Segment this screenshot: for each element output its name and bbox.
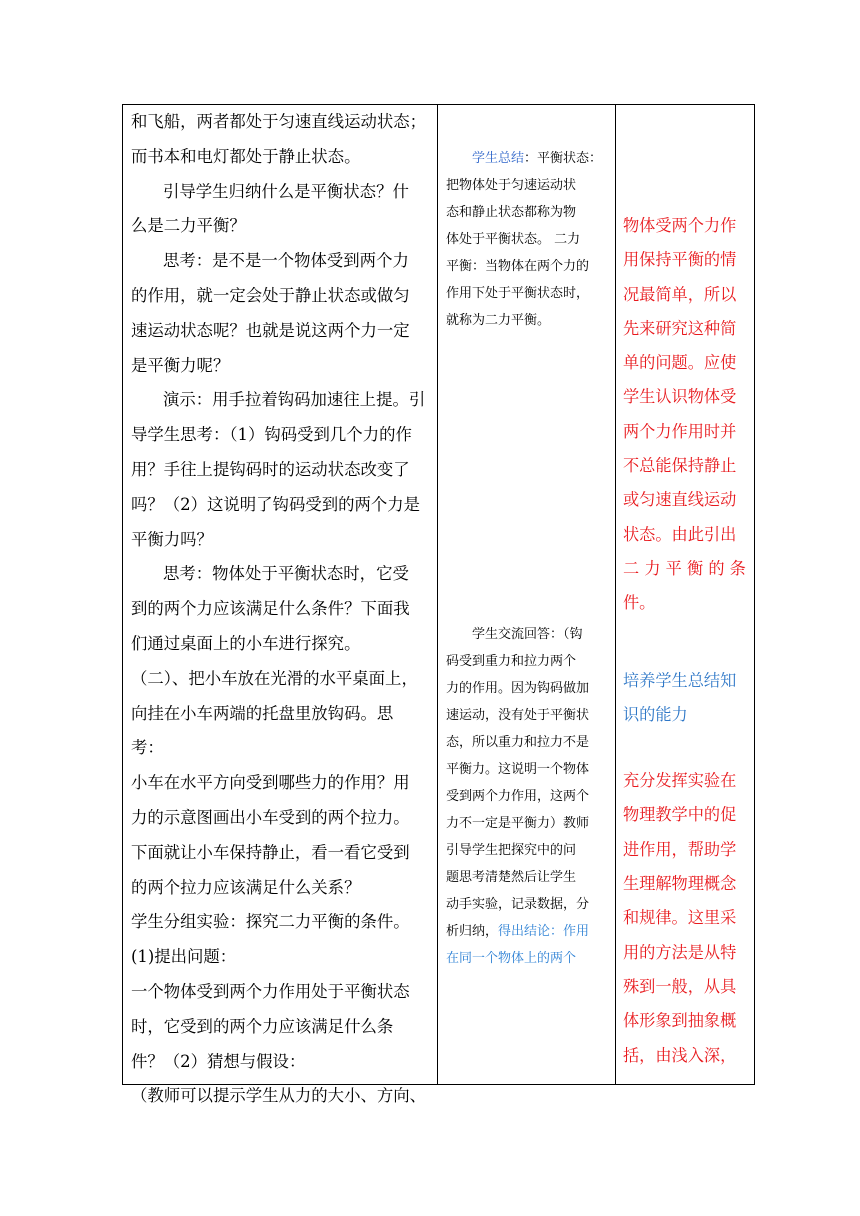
- text-line: 和飞船，两者都处于匀速直线运动状态；: [131, 112, 427, 131]
- intent-line: 生理解物理概念: [623, 874, 737, 894]
- text-line: 向挂在小车两端的托盘里放钩码。思: [131, 703, 394, 723]
- text-line: 么是二力平衡？: [131, 216, 246, 236]
- text-line: 思考：物体处于平衡状态时，它受: [163, 564, 409, 584]
- student-activity-column: [446, 145, 614, 972]
- text-line: 平衡力吗？: [131, 529, 213, 549]
- intent-line: 两个力作用时并: [623, 421, 737, 441]
- text-line: 力的示意图画出小车受到的两个拉力。: [131, 807, 410, 827]
- intent-line: 况最简单，所以: [623, 284, 737, 304]
- intent-line: 先来研究这种简: [623, 318, 737, 338]
- text-line: 吗？（2）这说明了钩码受到的两个力是: [131, 494, 421, 514]
- answer-line: 速运动，没有处于平衡状: [446, 708, 590, 723]
- summary-line: [446, 145, 614, 172]
- spacer: [623, 732, 749, 764]
- intent-line: 物体受两个力作: [623, 216, 737, 235]
- intent-line: 用保持平衡的情: [623, 250, 737, 270]
- intent-line: 括，由浅入深，: [623, 1045, 737, 1065]
- intent-line: 物理教学中的促: [623, 805, 737, 825]
- summary-text: ：平衡状态：: [524, 151, 603, 166]
- text-line: 引导学生归纳什么是平衡状态？什: [163, 181, 409, 201]
- intent-line: 进作用，帮助学: [623, 839, 737, 859]
- intent-line-blue: 识的能力: [623, 704, 688, 724]
- answer-text: 析归纳，: [446, 924, 499, 939]
- text-line: 思考：是不是一个物体受到两个力: [163, 251, 409, 271]
- answer-line: 引导学生把探究中的问: [446, 843, 577, 858]
- intent-line: 用的方法是从特: [623, 942, 737, 962]
- intent-line: 殊到一般，从具: [623, 976, 737, 996]
- intent-line: 单的问题。应使: [623, 353, 737, 373]
- text-line: 件？（2）猜想与假设：: [131, 1051, 306, 1071]
- text-line: 导学生思考：（1）钩码受到几个力的作: [131, 425, 412, 445]
- intent-line: 二 力 平 衡 的 条: [623, 558, 746, 578]
- text-line: 用？手往上提钩码时的运动状态改变了: [131, 459, 410, 479]
- text-line: 小车在水平方向受到哪些力的作用？用: [131, 773, 410, 793]
- answer-line: 题思考清楚然后让学生: [446, 870, 577, 885]
- text-line: 学生分组实验：探究二力平衡的条件。: [131, 912, 410, 932]
- text-line: （教师可以提示学生从力的大小、方向、: [131, 1086, 427, 1106]
- conclusion-label: 得出结论：作用: [498, 924, 590, 939]
- answer-line: 动手实验，记录数据，分: [446, 897, 590, 912]
- answer-line: 力不一定是平衡力）教师: [446, 816, 590, 831]
- text-line: 而书本和电灯都处于静止状态。: [131, 146, 361, 166]
- teaching-process-column: [131, 105, 433, 1114]
- answer-line: 码受到重力和拉力两个: [446, 654, 577, 669]
- answer-line: 力的作用。因为钩码做加: [446, 681, 590, 696]
- text-line: 演示：用手拉着钩码加速往上提。引: [163, 390, 426, 410]
- summary-label: 学生总结: [472, 151, 525, 166]
- design-intent-column: [623, 105, 749, 1073]
- spacer: [623, 621, 749, 664]
- intent-line: 不总能保持静止: [623, 456, 737, 476]
- summary-line: 态和静止状态都称为物: [446, 205, 577, 220]
- text-line: 的作用，就一定会处于静止状态或做匀: [131, 285, 410, 305]
- text-line: 一个物体受到两个力作用处于平衡状态: [131, 981, 410, 1001]
- spacer: [446, 334, 614, 621]
- summary-line: 作用下处于平衡状态时，: [446, 286, 590, 301]
- answer-line: 受到两个力作用，这两个: [446, 789, 590, 804]
- column-divider: [437, 105, 438, 1084]
- intent-line: 和规律。这里采: [623, 908, 737, 928]
- answer-line: 学生交流回答：（钩: [472, 627, 583, 642]
- text-line: 的两个拉力应该满足什么关系？: [131, 877, 361, 897]
- answer-line: [446, 918, 614, 945]
- lesson-table: [122, 104, 755, 1106]
- text-line: (1)提出问题：: [131, 947, 237, 967]
- spacer: [623, 105, 749, 209]
- answer-line: 态，所以重力和拉力不是: [446, 735, 590, 750]
- intent-line: 体形象到抽象概: [623, 1011, 737, 1031]
- intent-line: 状态。由此引出: [623, 524, 737, 544]
- text-line: 下面就让小车保持静止，看一看它受到: [131, 842, 410, 862]
- text-line: （二）、把小车放在光滑的水平桌面上，: [131, 668, 418, 688]
- text-line: 速运动状态呢？也就是说这两个力一定: [131, 320, 410, 340]
- conclusion-line: 在同一个物体上的两个: [446, 951, 577, 966]
- column-divider: [615, 105, 616, 1084]
- summary-line: 把物体处于匀速运动状: [446, 178, 577, 193]
- intent-line: 学生认识物体受: [623, 387, 737, 407]
- text-line: 考：: [131, 738, 164, 758]
- answer-line: 平衡力。这说明一个物体: [446, 762, 590, 777]
- text-line: 到的两个力应该满足什么条件？下面我: [131, 599, 410, 619]
- text-line: 们通过桌面上的小车进行探究。: [131, 633, 361, 653]
- intent-line: 件。: [623, 593, 656, 613]
- summary-line: 就称为二力平衡。: [446, 313, 551, 328]
- intent-line-blue: 培养学生总结知: [623, 670, 737, 690]
- intent-line: 充分发挥实验在: [623, 771, 737, 791]
- summary-line: 平衡：当物体在两个力的: [446, 259, 590, 274]
- text-line: 是平衡力呢？: [131, 355, 230, 375]
- summary-line: 体处于平衡状态。 二力: [446, 232, 581, 247]
- intent-line: 或匀速直线运动: [623, 490, 737, 510]
- text-line: 时，它受到的两个力应该满足什么条: [131, 1016, 394, 1036]
